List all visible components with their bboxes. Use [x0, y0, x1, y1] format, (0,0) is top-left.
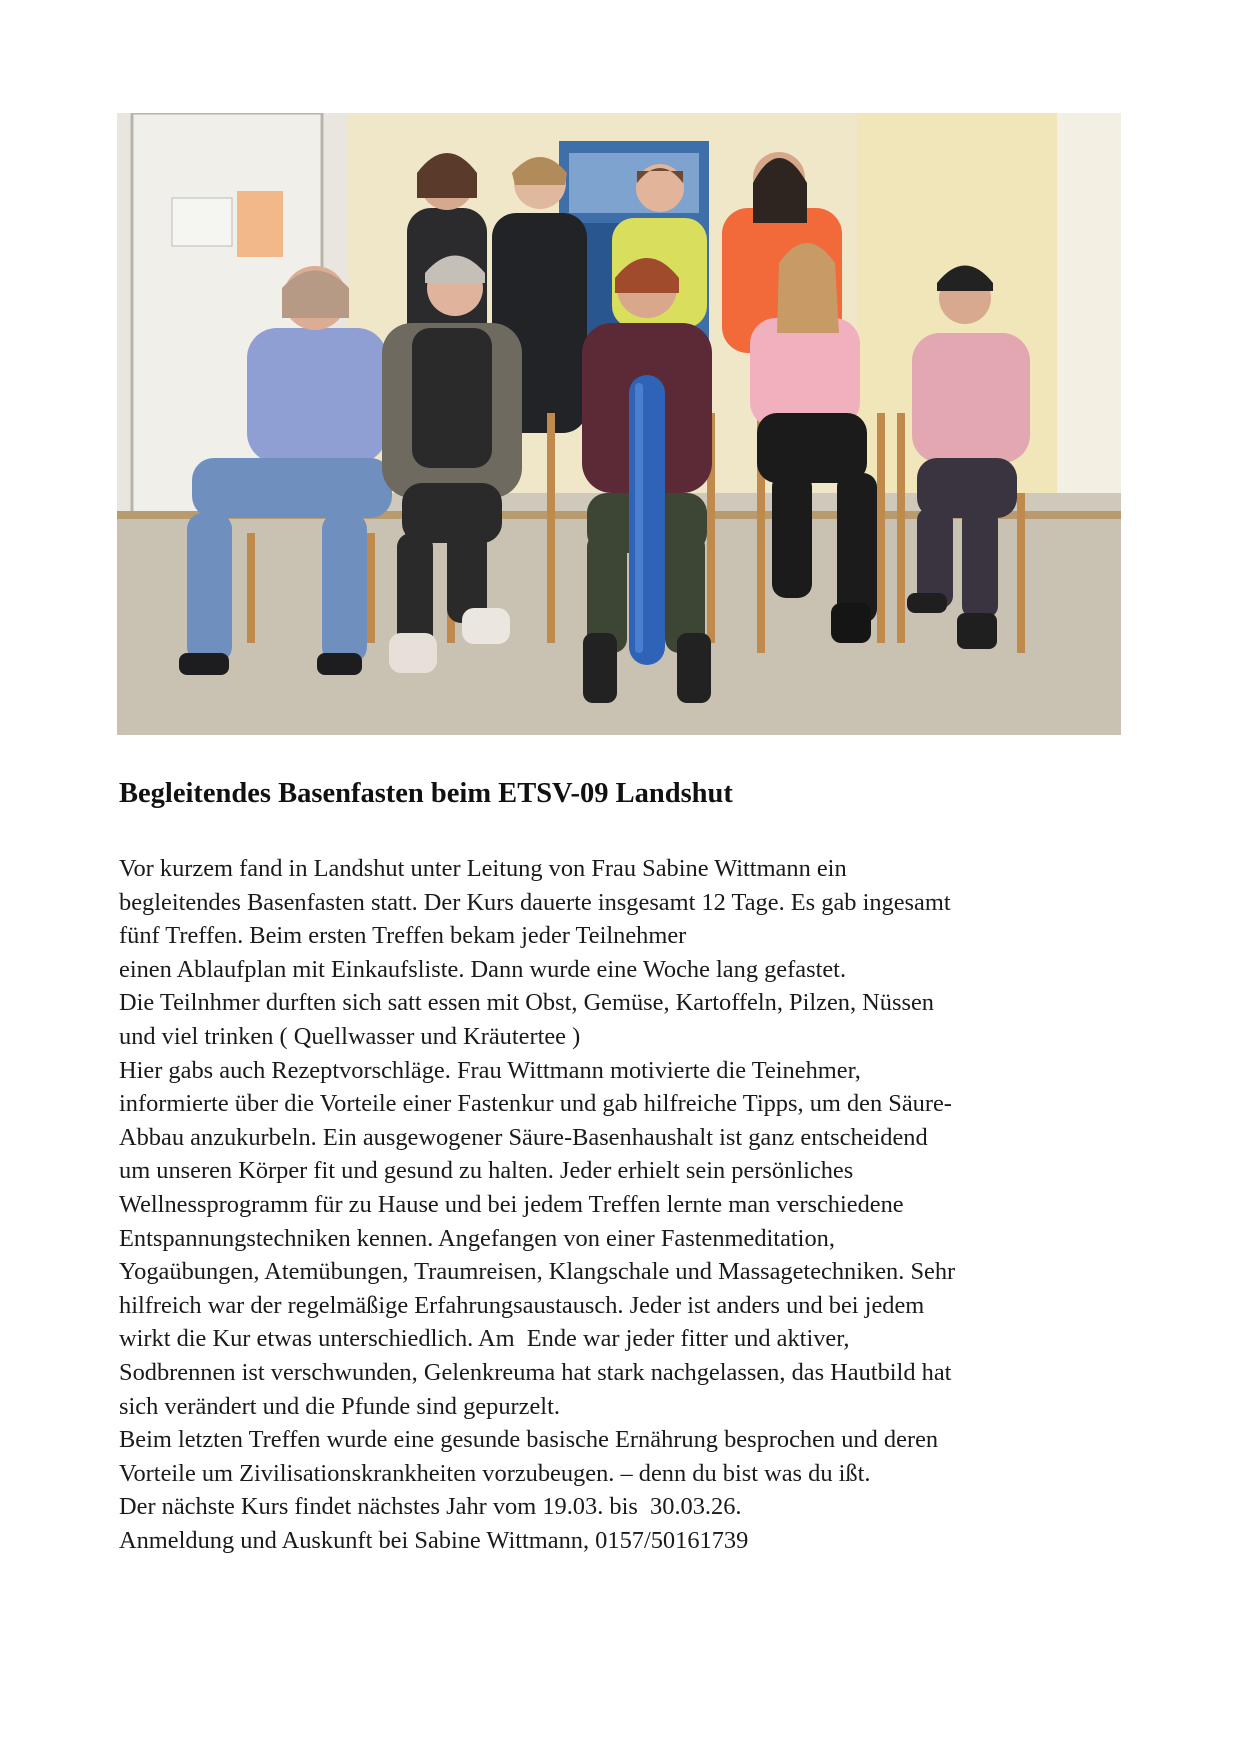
article-body: [119, 852, 1129, 1557]
body-line: informierte über die Vorteile einer Fastenkur und gab hilfreiche Tipps, um den Säure-: [119, 1090, 952, 1118]
body-line: Entspannungstechniken kennen. Angefangen von einer Fastenmeditation,: [119, 1224, 835, 1252]
body-line: und viel trinken ( Quellwasser und Kräutertee ): [119, 1022, 581, 1050]
body-line: Wellnessprogramm für zu Hause und bei jedem Treffen lernte man verschiedene: [119, 1190, 904, 1218]
body-line: einen Ablaufplan mit Einkaufsliste. Dann wurde eine Woche lang gefastet.: [119, 955, 847, 983]
body-line: Anmeldung und Auskunft bei Sabine Wittmann, 0157/50161739: [119, 1526, 749, 1554]
body-line: wirkt die Kur etwas unterschiedlich. Am Ende war jeder fitter und aktiver,: [119, 1325, 850, 1353]
body-line: fünf Treffen. Beim ersten Treffen bekam jeder Teilnehmer: [119, 922, 687, 950]
group-photo-image: [117, 113, 1121, 735]
body-line: Sodbrennen ist verschwunden, Gelenkreuma hat stark nachgelassen, das Hautbild hat: [119, 1358, 952, 1386]
body-line: Vorteile um Zivilisationskrankheiten vorzubeugen. – denn du bist was du ißt.: [119, 1459, 871, 1487]
body-line: Abbau anzukurbeln. Ein ausgewogener Säure-Basenhaushalt ist ganz entscheidend: [119, 1123, 928, 1151]
body-line: Hier gabs auch Rezeptvorschläge. Frau Wittmann motivierte die Teinehmer,: [119, 1056, 861, 1084]
body-line: Vor kurzem fand in Landshut unter Leitung von Frau Sabine Wittmann ein: [119, 855, 847, 882]
body-line: Die Teilnhmer durften sich satt essen mit Obst, Gemüse, Kartoffeln, Pilzen, Nüssen: [119, 989, 934, 1017]
body-line: Der nächste Kurs findet nächstes Jahr vom 19.03. bis 30.03.26.: [119, 1493, 742, 1521]
body-line: sich verändert und die Pfunde sind gepurzelt.: [119, 1392, 560, 1420]
group-photo: [117, 113, 1121, 735]
body-line: begleitendes Basenfasten statt. Der Kurs dauerte insgesamt 12 Tage. Es gab ingesamt: [119, 888, 951, 916]
body-line: um unseren Körper fit und gesund zu halten. Jeder erhielt sein persönliches: [119, 1157, 854, 1185]
body-line: Beim letzten Treffen wurde eine gesunde basische Ernährung besprochen und deren: [119, 1426, 939, 1454]
body-line: Yogaübungen, Atemübungen, Traumreisen, Klangschale und Massagetechniken. Sehr: [119, 1258, 956, 1286]
body-line: hilfreich war der regelmäßige Erfahrungsaustausch. Jeder ist anders und bei jedem: [119, 1291, 925, 1319]
article-headline: Begleitendes Basenfasten beim ETSV-09 Landshut: [119, 778, 733, 809]
